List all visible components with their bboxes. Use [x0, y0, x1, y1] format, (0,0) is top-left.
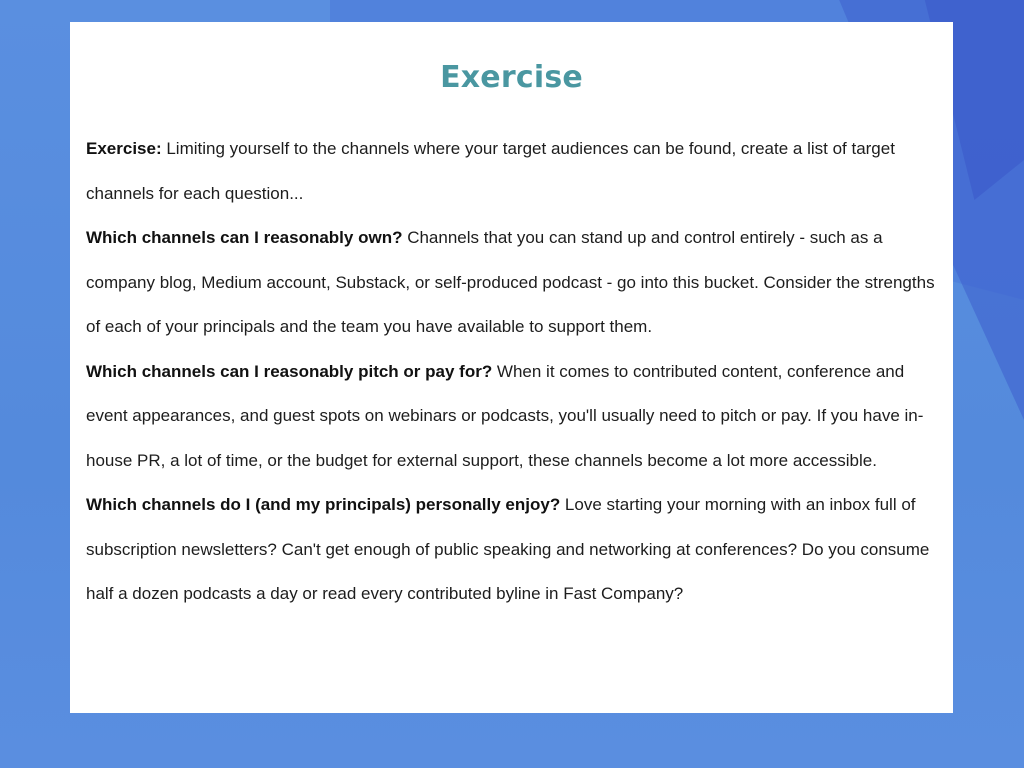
paragraph-lead: Exercise:	[86, 139, 162, 158]
body-text	[86, 127, 939, 617]
content-card	[70, 22, 953, 713]
paragraph-text: When it comes to contributed content, conference and event appearances, and guest spots on webinars or podcasts, you'll usually need to pitch or pay. If you have in-house PR, a lot of time, or the budget for external support, these channels become a lot more accessible.	[86, 361, 924, 470]
paragraph-lead: Which channels can I reasonably pitch or pay for?	[86, 361, 493, 381]
paragraph-intro	[86, 127, 939, 216]
paragraph-lead: Which channels can I reasonably own?	[86, 228, 403, 247]
paragraph-lead: Which channels do I (and my principals) personally enjoy?	[86, 495, 561, 514]
paragraph-text: Channels that you can stand up and control entirely - such as a company blog, Medium account, Substack, or self-produced podcast - go into this bucket. Consider the strengths of each of your principals and the team you have available to support them.	[86, 228, 935, 336]
paragraph-text: Limiting yourself to the channels where your target audiences can be found, create a list of target channels for each question...	[86, 139, 895, 203]
slide-title: Exercise	[440, 60, 583, 95]
paragraph-enjoy	[86, 483, 939, 617]
paragraph-own	[86, 216, 939, 350]
paragraph-pitch-pay	[86, 350, 939, 484]
paragraph-text: Love starting your morning with an inbox full of subscription newsletters? Can't get enough of public speaking and networking at conferences? Do you consume half a dozen podcasts a day or read every contributed byline in Fast Company?	[86, 495, 930, 603]
